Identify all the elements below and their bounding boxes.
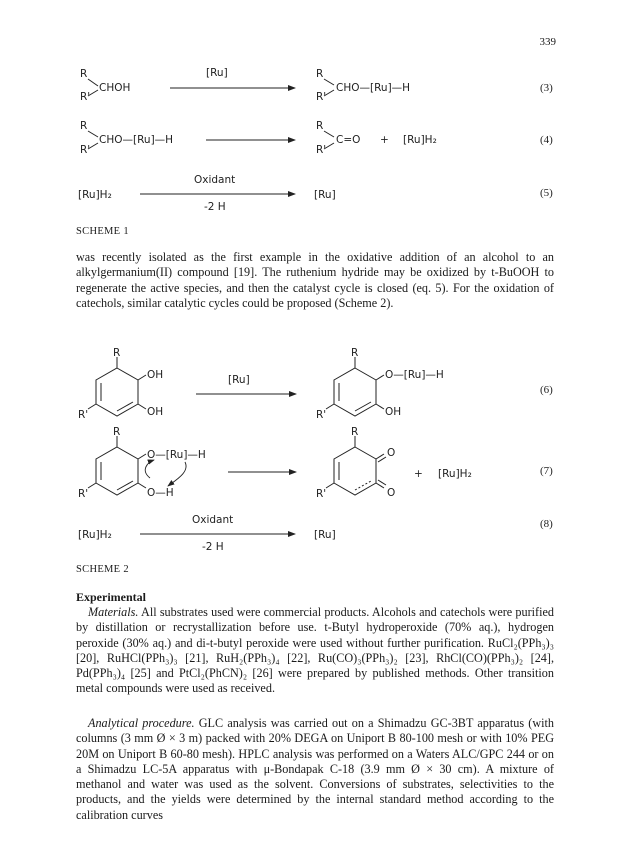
- scheme-1-caption: SCHEME 1: [76, 226, 129, 237]
- reagent-6: [Ru]: [228, 374, 250, 386]
- scheme-2-caption: SCHEME 2: [76, 564, 129, 575]
- analytical-run-in-head: Analytical procedure.: [88, 716, 195, 730]
- analytical-text: GLC analysis was carried out on a Shimadzu GC-3BT apparatus (with columns (3 mm Ø × 3 m) packed with 20% DEGA on Uniport B 80-100 mesh or with 10% PEG 20M on Uniport B 60-80 mesh). HPLC analysis was performed on a Waters ALC/GPC 244 or on a Shimadzu LC-5A apparatus with μ-Bondapak C-18 (3.9 mm Ø × 30 cm). A mixture of methanol and water was used as the solvent. Conversions of substrates, selectivities to the products, and the yields were determined by the internal standard method according to the calibration curves: [76, 716, 554, 822]
- materials-run-in-head: Materials.: [88, 605, 139, 619]
- r-prime-label: R': [78, 488, 89, 500]
- reagent-top-8: Oxidant: [192, 514, 234, 526]
- r-prime-label: R': [78, 409, 89, 421]
- complex-7: O—[Ru]—H: [147, 449, 206, 461]
- reactant-4: CHO—[Ru]—H: [99, 134, 174, 146]
- product-bottom-6: OH: [385, 406, 402, 418]
- r-label: R: [316, 68, 324, 80]
- product-3: CHO—[Ru]—H: [336, 82, 411, 94]
- plus-7: +: [414, 468, 423, 480]
- oh-top-6: OH: [147, 369, 164, 381]
- r-label: R: [351, 426, 359, 438]
- reaction-3: [80, 67, 553, 103]
- equation-number-6: (6): [540, 384, 553, 396]
- product-8: [Ru]: [314, 529, 336, 541]
- r-label: R: [80, 120, 88, 132]
- reagent-3: [Ru]: [206, 67, 228, 79]
- page-number: 339: [539, 36, 556, 48]
- product-main-4: C=O: [336, 134, 361, 146]
- r-label: R: [351, 347, 359, 359]
- ketone-bottom-7: O: [387, 487, 396, 499]
- equation-number-8: (8): [540, 518, 553, 530]
- r-prime-label: R': [316, 488, 327, 500]
- r-prime-label: R': [80, 144, 91, 156]
- reagent-bottom-5: -2 H: [204, 201, 226, 213]
- product-top-6: O—[Ru]—H: [385, 369, 444, 381]
- r-label: R: [80, 68, 88, 80]
- reaction-5: [78, 174, 553, 213]
- r-prime-label: R': [316, 144, 327, 156]
- r-prime-label: R': [316, 91, 327, 103]
- materials-text: All substrates used were commercial products. Alcohols and catechols were purified by distillation or recrystallization before use. t-Butyl hydroperoxide (70% aq.), hydrogen peroxide (30% aq.) and di-t-butyl peroxide were used without further purification. RuCl₂(PPh₃)₃ [20], RuHCl(PPh₃)₃ [21], RuH₂(PPh₃)₄ [22], Ru(CO)₃(PPh₃)₂ [23], RhCl(CO)(PPh₃)₂ [24], Pd(PPh₃)₄ [25] and PtCl₂(PhCN)₂ [26] were prepared by published methods. Other transition metal compounds were used as received.: [76, 605, 555, 696]
- reagent-top-5: Oxidant: [194, 174, 236, 186]
- analytical-paragraph: [76, 716, 554, 823]
- reactant-3: CHOH: [99, 82, 131, 94]
- reaction-4: [80, 120, 553, 156]
- equation-number-3: (3): [540, 82, 553, 94]
- product-side-4: [Ru]H₂: [403, 134, 437, 146]
- oh-bottom-6: OH: [147, 406, 164, 418]
- r-prime-label: R': [316, 409, 327, 421]
- reaction-6: [78, 347, 553, 421]
- equation-number-4: (4): [540, 134, 553, 146]
- r-label: R: [316, 120, 324, 132]
- reaction-7: [78, 426, 553, 500]
- body-paragraph: was recently isolated as the first example in the oxidative addition of an alcohol to an alkylgermanium(II) compound [19]. The ruthenium hydride may be oxidized by t-BuOOH to regenerate the active species, and then the catalyst cycle is closed (eq. 5). For the oxidation of catechols, similar catalytic cycles could be proposed (Scheme 2).: [76, 250, 554, 310]
- reactant-5: [Ru]H₂: [78, 189, 112, 201]
- reaction-8: [78, 514, 553, 553]
- r-prime-label: R': [80, 91, 91, 103]
- section-heading: Experimental: [76, 590, 146, 604]
- materials-paragraph: [76, 605, 554, 697]
- r-label: R: [113, 347, 121, 359]
- equation-number-5: (5): [540, 187, 553, 199]
- reagent-bottom-8: -2 H: [202, 541, 224, 553]
- plus-4: +: [380, 134, 389, 146]
- r-label: R: [113, 426, 121, 438]
- ketone-top-7: O: [387, 447, 396, 459]
- product-5: [Ru]: [314, 189, 336, 201]
- equation-number-7: (7): [540, 465, 553, 477]
- complex-bottom-7: O—H: [147, 487, 174, 499]
- product-side-7: [Ru]H₂: [438, 468, 472, 480]
- reactant-8: [Ru]H₂: [78, 529, 112, 541]
